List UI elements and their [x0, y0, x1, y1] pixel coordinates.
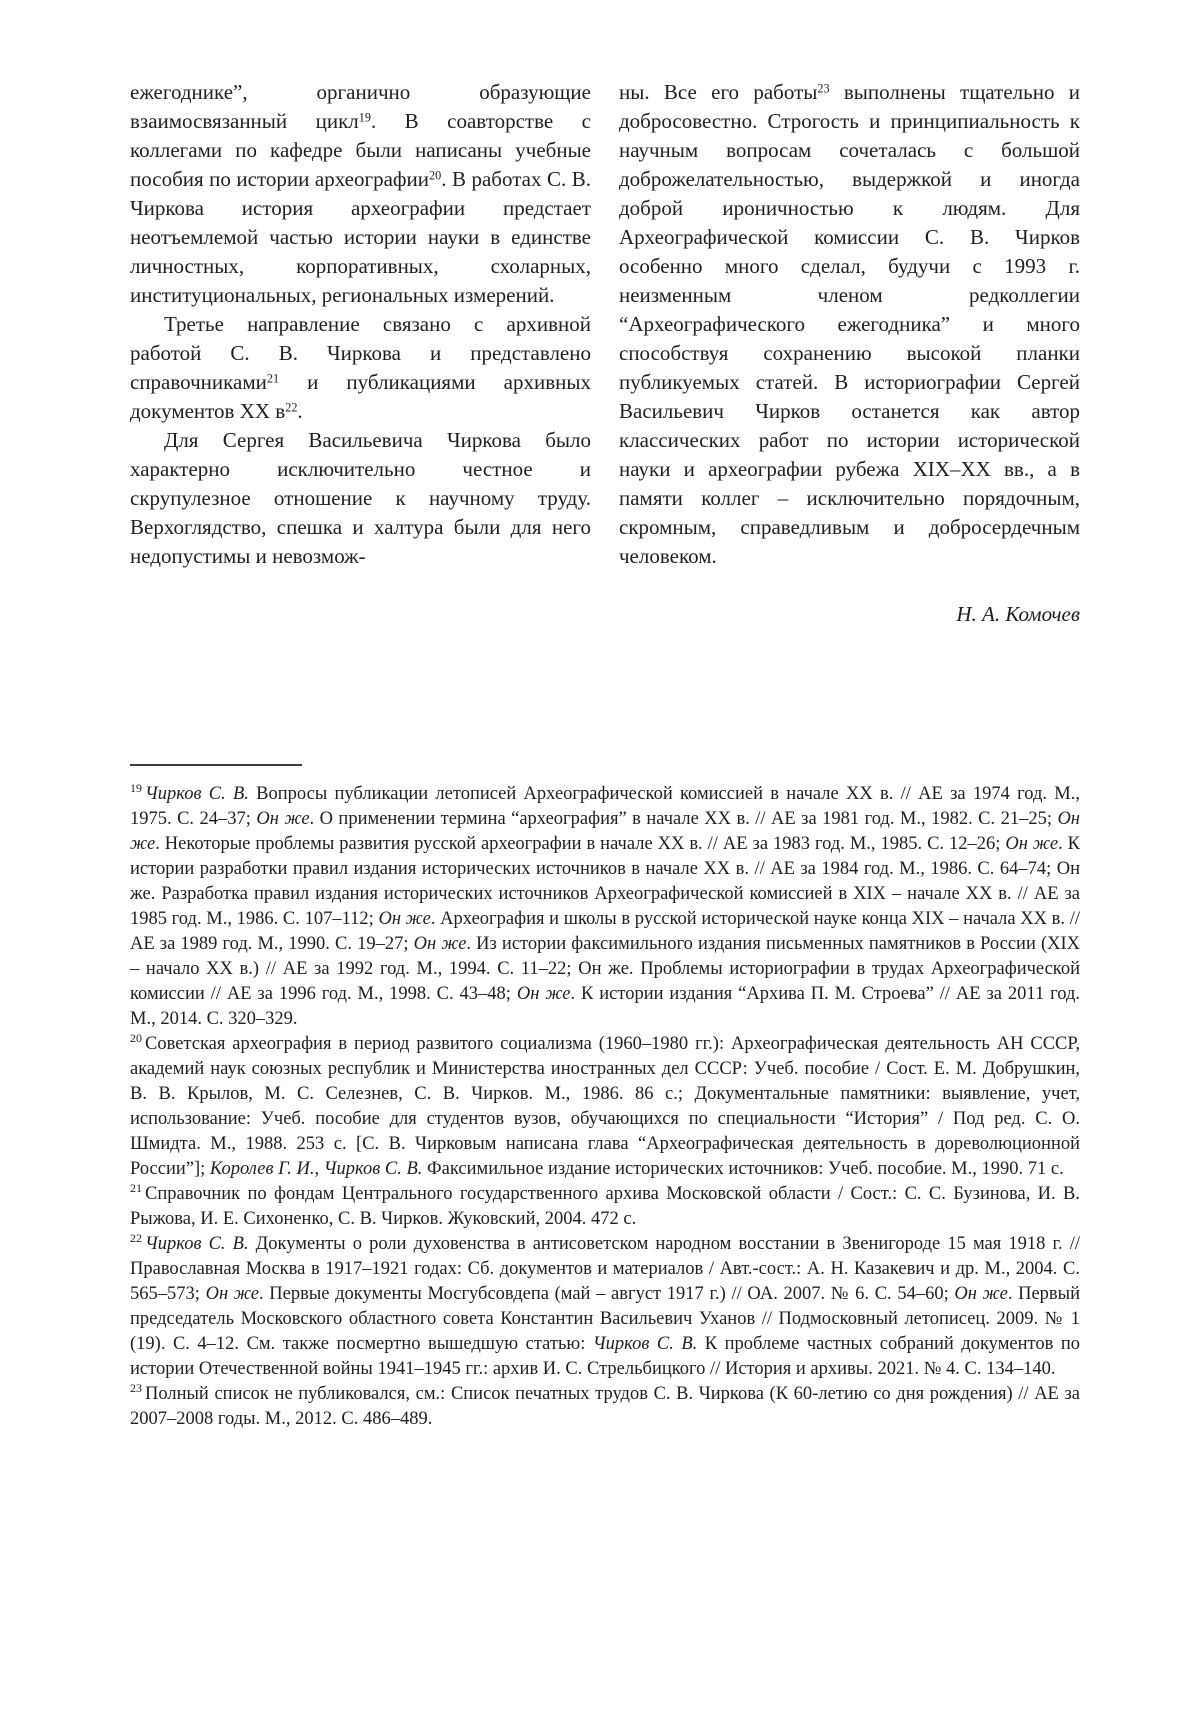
footnote [130, 1032, 1080, 1182]
footnote-text: Справочник по фондам Центрального государственного архива Московской области / Сост.: С. С. Бузинова, И. В. Рыжова, И. Е. Сихоненко, С. В. Чирков. Жуковский, 2004. 472 с. [130, 1184, 1080, 1229]
footnote-text: Чирков С. В. Вопросы публикации летописей Археографической комиссией в начале XX в. // АЕ за 1974 год. М., 1975. С. 24–37; Он же. О применении термина “археография” в начале XX в. // АЕ за 1981 год. М., 1982. С. 21–25; Он же. Некоторые проблемы развития русской археографии в начале XX в. // АЕ за 1983 год. М., 1985. С. 12–26; Он же. К истории разработки правил издания исторических источников в начале XX в. // АЕ за 1984 год. М., 1986. С. 64–74; Он же. Разработка правил издания исторических источников Археографической комиссией в XIX – начале XX в. // АЕ за 1985 год. М., 1986. С. 107–112; Он же. Археография и школы в русской исторической науке конца XIX – начала XX в. // АЕ за 1989 год. М., 1990. С. 19–27; Он же. Из истории факсимильного издания письменных памятников в России (XIX – начало XX в.) // АЕ за 1992 год. М., 1994. С. 11–22; Он же. Проблемы историографии в трудах Археографической комиссии // АЕ за 1996 год. М., 1998. С. 43–48; Он же. К истории издания “Архива П. М. Строева” // АЕ за 2011 год. М., 2014. С. 320–329. [130, 784, 1081, 1029]
footnote [130, 1382, 1080, 1432]
body-paragraph: ны. Все его работы$^{23}$ выполнены тщательно и добросовестно. Строгость и принципиальность к научным вопросам сочеталась с большой доброжелательностью, выдержкой и иногда доброй ироничностью к людям. Для Археографической комиссии С. В. Чирков особенно много сделал, будучи с 1993 г. неизменным членом редколлегии “Археографического ежегодника” и много способствуя сохранению высокой планки публикуемых статей. В историографии Сергей Васильевич Чирков останется как автор классических работ по истории исторической науки и археографии рубежа XIX–XX вв., а в памяти коллег – исключительно порядочным, скромным, справедливым и добросердечным человеком. [619, 80, 1080, 568]
footnotes-section [130, 782, 1080, 1432]
footnote-text: Советская археография в период развитого социализма (1960–1980 гг.): Археографическая деятельность АН СССР, академий наук союзных республик и Министерства иностранных дел СССР: Учеб. пособие / Сост. Е. М. Добрушкин, В. В. Крылов, М. С. Селезнев, С. В. Чирков. М., 1986. 86 с.; Документальные памятники: выявление, учет, использование: Учеб. пособие для студентов вузов, обучающихся по специальности “История” / Под ред. С. О. Шмидта. М., 1988. 253 с. [С. В. Чирковым написана глава “Археографическая деятельность в дореволюционной России”]; Королев Г. И., Чирков С. В. Факсимильное издание исторических источников: Учеб. пособие. М., 1990. 71 с. [130, 1034, 1080, 1179]
body-columns [130, 78, 1080, 629]
footnote-marker: 23 [130, 1381, 142, 1396]
body-paragraph: Третье направление связано с архивной работой С. В. Чиркова и представлено справочниками$^{21}$ и публикациями архивных документов XX $в^{22}$. [130, 312, 591, 423]
footnote-marker: 20 [130, 1031, 142, 1046]
body-paragraph: ежегоднике”, органично образующие взаимосвязанный цикл$^{19}$. В соавторстве с коллегами по кафедре были написаны учебные пособия по истории археографии$^{20}$. В работах С. В. Чиркова история археографии предстает неотъемлемой частью истории науки в единстве личностных, корпоративных, схоларных, институциональных, региональных измерений. [130, 80, 591, 307]
author-signature: Н. А. Комочев [956, 602, 1080, 626]
footnote-marker: 19 [130, 781, 142, 796]
right-column [619, 78, 1080, 629]
footnote-marker: 21 [130, 1181, 142, 1196]
footnote [130, 1182, 1080, 1232]
body-paragraph: Для Сергея Васильевича Чиркова было характерно исключительно честное и скрупулезное отношение к научному труду. Верхоглядство, спешка и халтура были для него недопустимы и невозмож- [130, 428, 591, 568]
footnote-separator [130, 764, 302, 766]
footnote [130, 1232, 1080, 1382]
footnote [130, 782, 1080, 1032]
footnote-text: Полный список не публиковался, см.: Список печатных трудов С. В. Чиркова (К 60-летию со дня рождения) // АЕ за 2007–2008 годы. М., 2012. С. 486–489. [130, 1384, 1080, 1429]
left-column [130, 78, 591, 629]
footnote-marker: 22 [130, 1231, 142, 1246]
footnote-text: Чирков С. В. Документы о роли духовенства в антисоветском народном восстании в Звенигороде 15 мая 1918 г. // Православная Москва в 1917–1921 годах: Сб. документов и материалов / Авт.-сост.: А. Н. Казакевич и др. М., 2004. С. 565–573; Он же. Первые документы Мосгубсовдепа (май – август 1917 г.) // ОА. 2007. № 6. С. 54–60; Он же. Первый председатель Московского областного совета Константин Васильевич Уханов // Подмосковный летописец. 2009. № 1 (19). С. 4–12. См. также посмертно вышедшую статью: Чирков С. В. К проблеме частных собраний документов по истории Отечественной войны 1941–1945 гг.: архив И. С. Стрельбицкого // История и архивы. 2021. № 4. С. 134–140. [130, 1234, 1080, 1379]
